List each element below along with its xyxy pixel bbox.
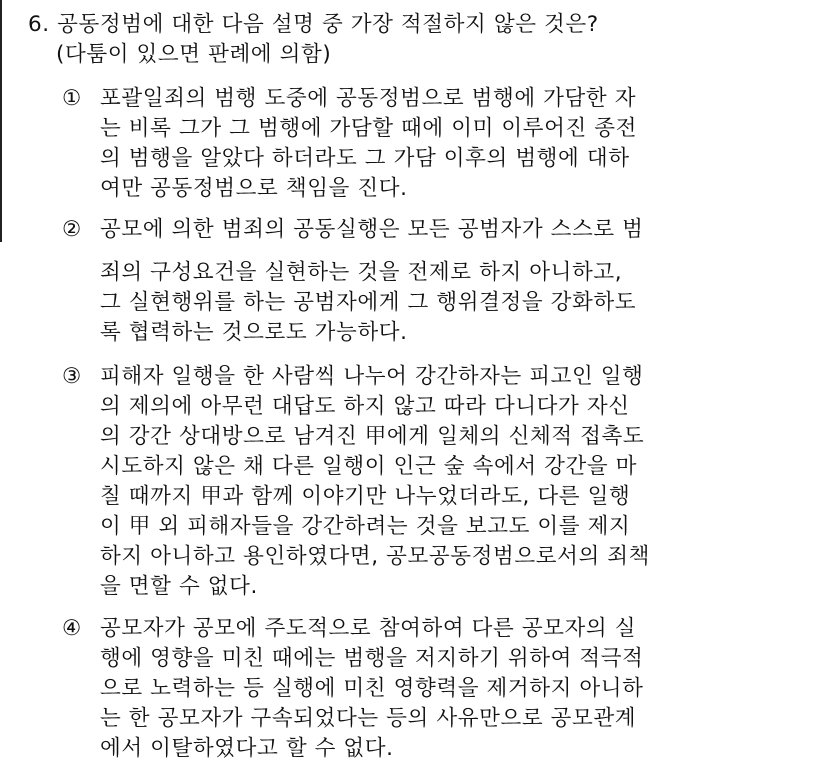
option-4-line-3: 으로 노력하는 등 실행에 미친 영향력을 제거하지 아니하 [100, 676, 644, 701]
option-3-line-4: 시도하지 않은 채 다른 일행이 인근 숲 속에서 강간을 마 [100, 454, 638, 479]
option-2-line-4: 록 협력하는 것으로도 가능하다. [100, 320, 408, 345]
option-3-number: ③ [62, 364, 82, 389]
option-4-line-2: 행에 영향을 미친 때에는 범행을 저지하기 위하여 적극적 [100, 646, 644, 671]
option-3-line-5: 칠 때까지 甲과 함께 이야기만 나누었더라도, 다른 일행 [100, 484, 631, 509]
option-2-number: ② [62, 217, 82, 242]
option-3-text: 피해자 일행을 한 사람씩 나누어 강간하자는 피고인 일행 [100, 364, 644, 389]
option-3-line-2: 의 제의에 아무런 대답도 하지 않고 따라 다니다가 자신 [100, 394, 630, 419]
option-1-number: ① [62, 86, 82, 111]
option-4-line-4: 는 한 공모자가 구속되었다는 등의 사유만으로 공모관계 [100, 706, 637, 731]
option-2-line-3: 그 실현행위를 하는 공범자에게 그 행위결정을 강화하도 [100, 290, 637, 315]
option-3-line-8: 을 면할 수 없다. [100, 574, 258, 599]
question-stem: 6. 공동정범에 대한 다음 설명 중 가장 적절하지 않은 것은? [28, 12, 599, 37]
left-border-rule [0, 0, 2, 242]
option-3-line-6: 이 甲 외 피해자들을 강간하려는 것을 보고도 이를 제지 [100, 514, 631, 539]
option-2-line-2: 죄의 구성요건을 실현하는 것을 전제로 하지 아니하고, [100, 260, 623, 285]
question-note: (다툼이 있으면 판례에 의함) [56, 42, 332, 67]
option-2-text: 공모에 의한 범죄의 공동실행은 모든 공범자가 스스로 범 [100, 217, 644, 242]
option-3-line-1[interactable] [62, 362, 644, 392]
option-1-line-1[interactable] [62, 84, 636, 114]
option-1-line-4: 여만 공동정범으로 책임을 진다. [100, 176, 408, 201]
option-3-line-7: 하지 아니하고 용인하였다면, 공모공동정범으로서의 죄책 [100, 544, 651, 569]
option-4-text: 공모자가 공모에 주도적으로 참여하여 다른 공모자의 실 [100, 616, 637, 641]
option-1-line-2: 는 비록 그가 그 범행에 가담할 때에 이미 이루어진 종전 [100, 116, 638, 141]
option-4-number: ④ [62, 616, 82, 641]
option-3-line-3: 의 강간 상대방으로 남겨진 甲에게 일체의 신체적 접촉도 [100, 424, 645, 449]
option-1-text: 포괄일죄의 범행 도중에 공동정범으로 범행에 가담한 자 [100, 86, 637, 111]
option-4-line-1[interactable] [62, 614, 636, 644]
option-4-line-5: 에서 이탈하였다고 할 수 없다. [100, 736, 394, 761]
option-2-line-1[interactable] [62, 215, 644, 245]
option-1-line-3: 의 범행을 알았다 하더라도 그 가담 이후의 범행에 대하 [100, 146, 630, 171]
